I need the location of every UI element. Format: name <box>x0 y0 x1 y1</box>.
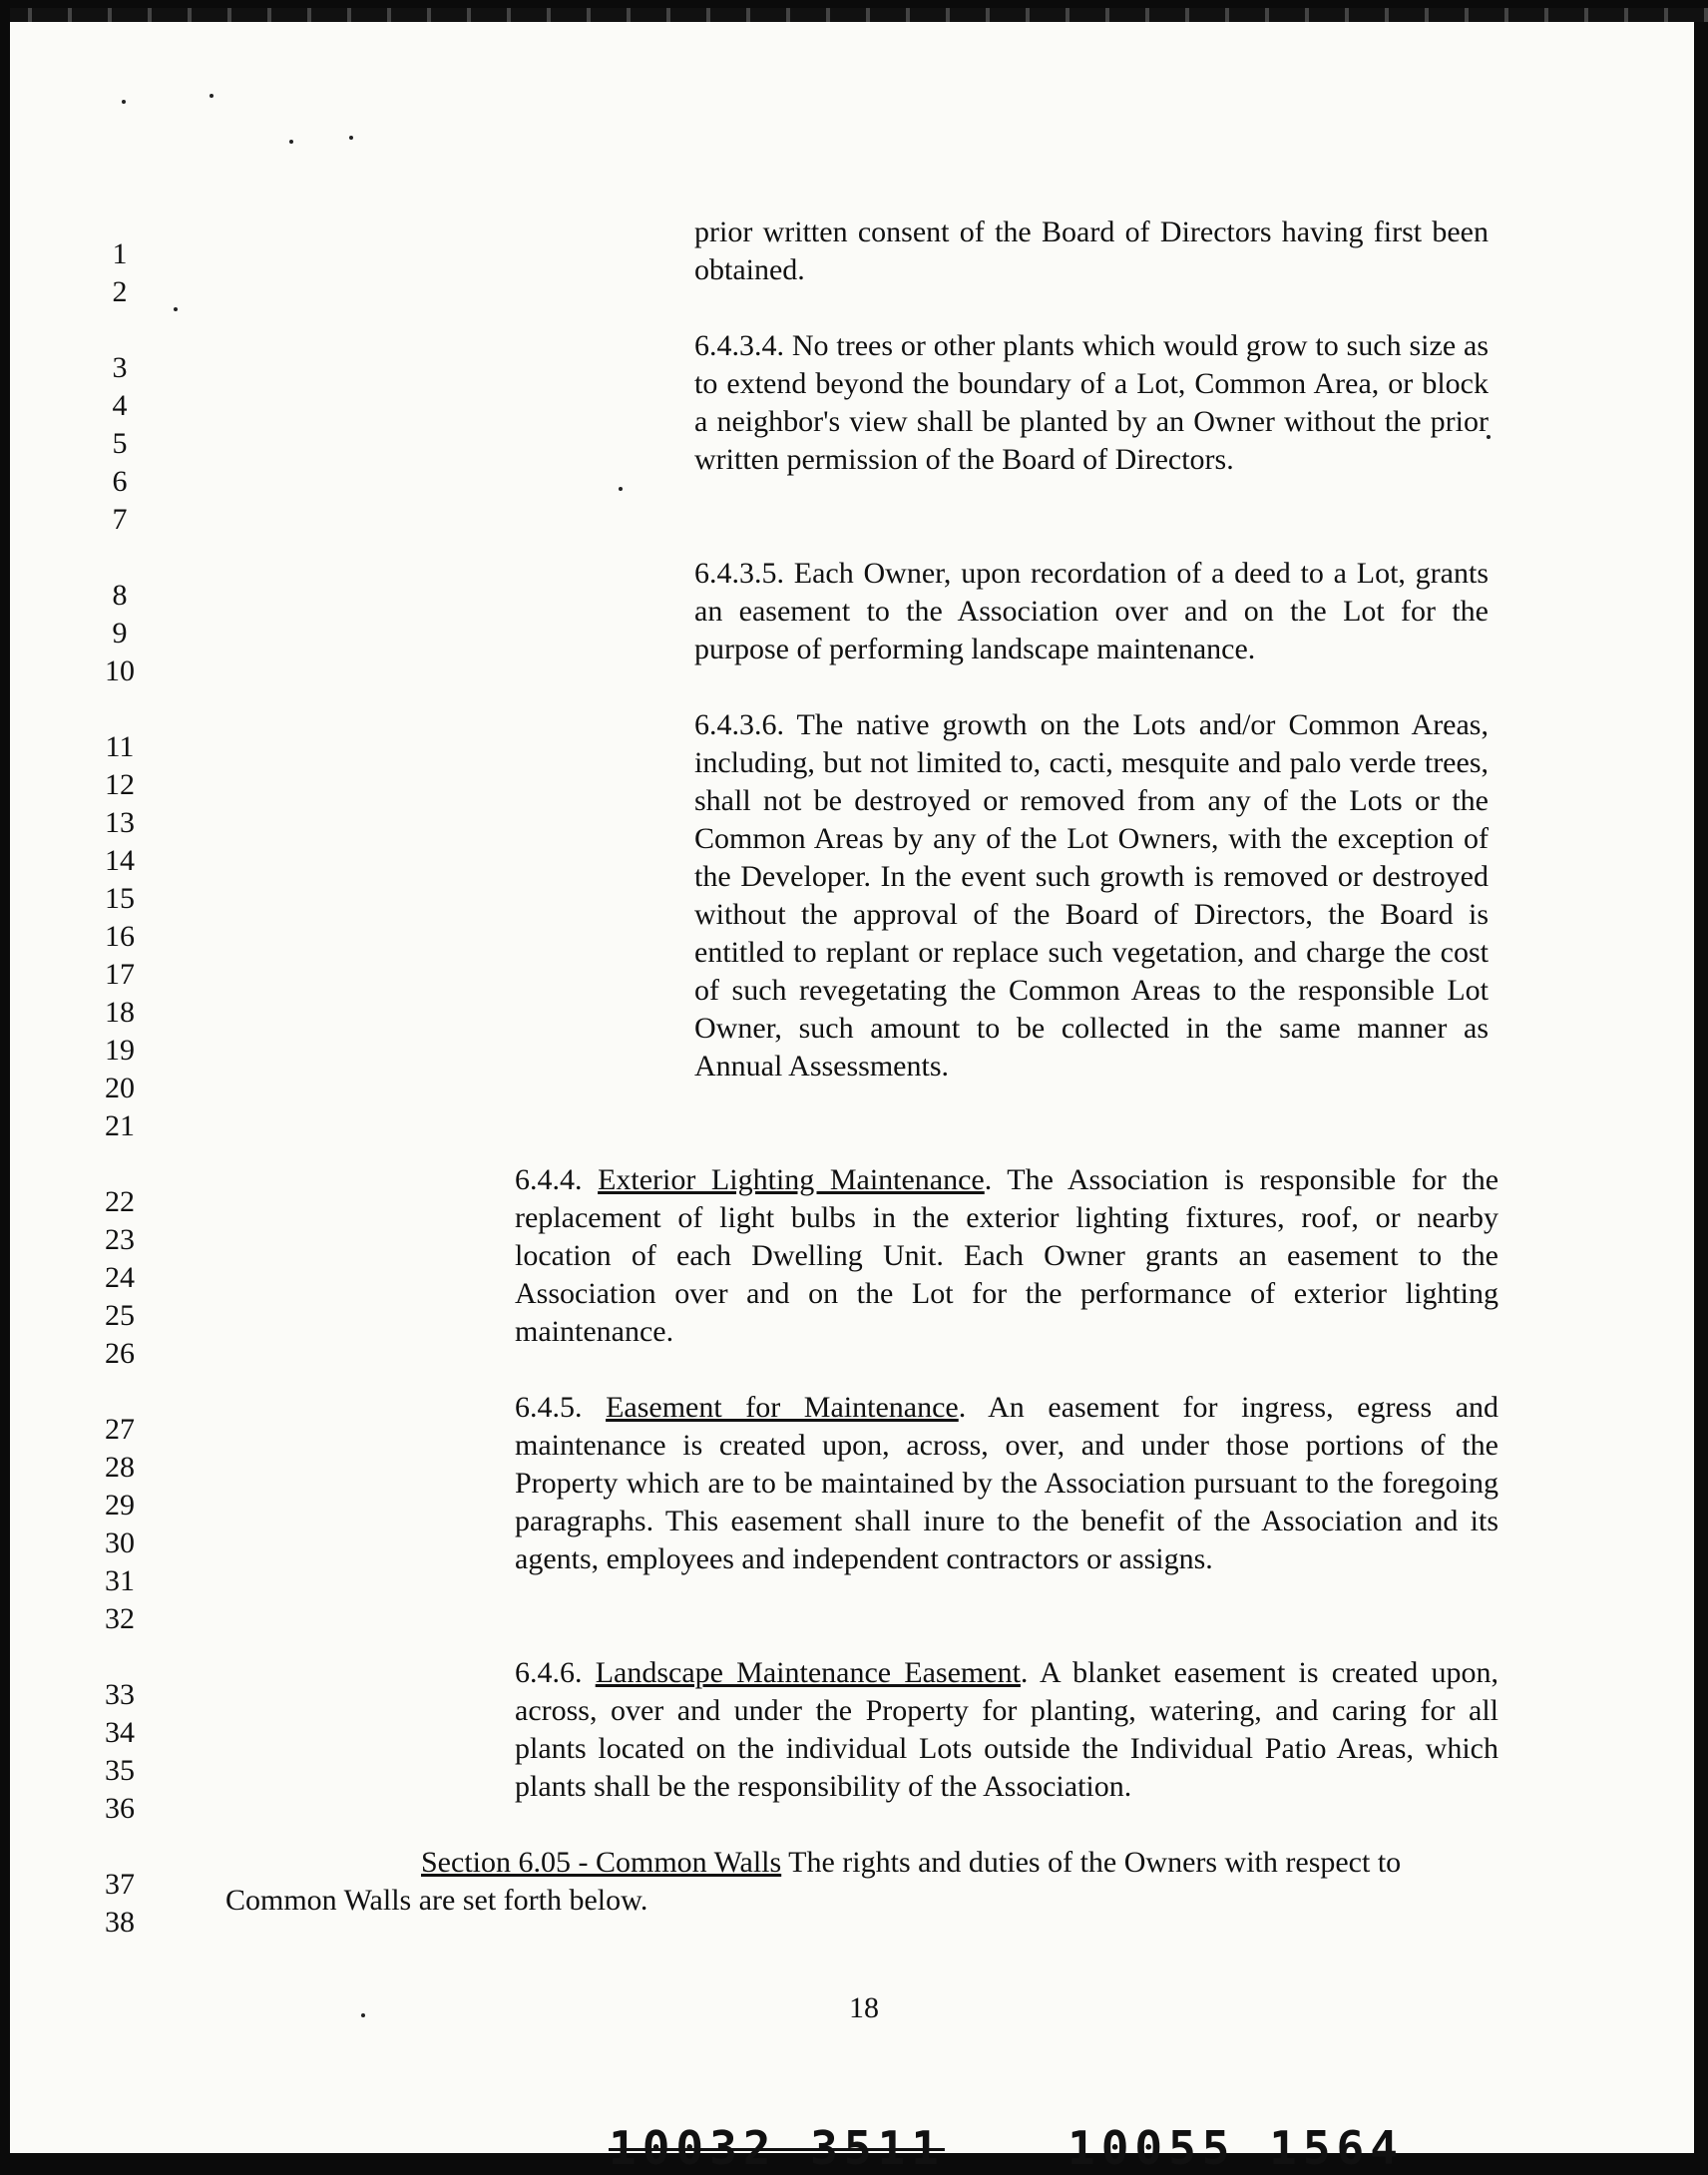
paragraph-text: 6.4.3.5. Each Owner, upon recordation of a deed to a Lot, grants an easement to the Association over and on the Lot for the purpose of performing landscape maintenance. <box>694 557 1489 665</box>
line-number: 19 <box>105 1034 135 1067</box>
line-number: 20 <box>105 1072 135 1104</box>
line-number: 28 <box>105 1451 135 1484</box>
section-text: The rights and duties of the Owners with respect to Common Walls are set forth below. <box>225 1846 1402 1917</box>
line-number: 35 <box>105 1754 135 1787</box>
line-number: 16 <box>105 920 135 953</box>
paragraph-6-4-3-5 <box>694 555 1489 668</box>
line-number: 27 <box>105 1413 135 1446</box>
section-title: Easement for Maintenance <box>606 1391 959 1424</box>
paragraph-6-4-3-6 <box>694 706 1489 1086</box>
line-number: 14 <box>105 844 135 877</box>
line-number: 8 <box>112 579 128 612</box>
recording-stamp-old: 10032 3511 <box>609 2121 945 2175</box>
line-number: 24 <box>105 1261 135 1294</box>
line-number: 32 <box>105 1602 135 1635</box>
line-number: 11 <box>105 730 135 763</box>
line-number: 1 <box>112 237 128 270</box>
line-number: 7 <box>112 503 128 536</box>
line-number: 22 <box>105 1185 135 1218</box>
section-number: 6.4.6. <box>515 1656 583 1689</box>
line-number: 21 <box>105 1109 135 1142</box>
line-number: 31 <box>105 1564 135 1597</box>
line-number: 17 <box>105 958 135 991</box>
section-text: . A blanket easement is created upon, across, over and under the Property for planting, watering, and caring for all plants located on the individual Lots outside the Individual Patio Areas, which plants shall be the responsibility of the Association. <box>515 1656 1498 1803</box>
section-6-4-4 <box>515 1161 1498 1351</box>
section-title: Landscape Maintenance Easement <box>595 1656 1021 1689</box>
line-number: 9 <box>112 617 128 650</box>
line-number: 18 <box>105 996 135 1029</box>
scan-speck <box>289 140 293 144</box>
section-6-4-5 <box>515 1389 1498 1578</box>
paragraph-continuation <box>694 214 1489 289</box>
line-number: 33 <box>105 1678 135 1711</box>
line-number: 10 <box>105 654 135 687</box>
line-number: 38 <box>105 1906 135 1939</box>
paragraph-6-4-3-4 <box>694 327 1489 479</box>
scan-edge <box>10 8 1708 22</box>
section-text: . The Association is responsible for the replacement of light bulbs in the exterior lighting fixtures, roof, or nearby location of each Dwelling Unit. Each Owner grants an easement to the Association over and on the Lot for the performance of exterior lighting maintenance. <box>515 1163 1499 1348</box>
section-number: 6.4.4. <box>515 1163 583 1196</box>
scan-speck <box>349 136 353 140</box>
line-number: 37 <box>105 1868 135 1901</box>
line-number: 2 <box>112 275 128 308</box>
line-number: 26 <box>105 1337 135 1370</box>
scan-speck <box>122 100 126 104</box>
line-number: 13 <box>105 806 135 839</box>
paragraph-text: 6.4.3.6. The native growth on the Lots and/or Common Areas, including, but not limited to, cacti, mesquite and palo verde trees, shall not be destroyed or removed from any of the Lots or the Common Areas by any of the Lot Owners, with the exception of the Developer. In the event such growth is removed or destroyed without the approval of the Board of Directors, the Board is entitled to replant or replace such vegetation, and charge the cost of such revegetating the Common Areas to the responsible Lot Owner, such amount to be collected in the same manner as Annual Assessments. <box>694 708 1489 1083</box>
scan-speck <box>174 307 178 311</box>
line-number: 3 <box>112 351 128 384</box>
line-number: 23 <box>105 1223 135 1256</box>
line-number: 4 <box>112 389 128 422</box>
line-number: 29 <box>105 1489 135 1522</box>
paragraph-text: prior written consent of the Board of Directors having first been obtained. <box>694 216 1489 286</box>
document-page <box>10 8 1694 2175</box>
section-title: Exterior Lighting Maintenance <box>598 1163 985 1196</box>
line-number: 30 <box>105 1526 135 1559</box>
page-number: 18 <box>849 1991 879 2024</box>
line-number: 34 <box>105 1716 135 1749</box>
scan-speck <box>210 94 214 98</box>
scan-speck <box>619 487 623 491</box>
paragraph-text: 6.4.3.4. No trees or other plants which would grow to such size as to extend beyond the boundary of a Lot, Common Area, or block a neighbor's view shall be planted by an Owner without the prior written permission of the Board of Directors. <box>694 329 1489 476</box>
line-number: 25 <box>105 1299 135 1332</box>
section-title: Section 6.05 - Common Walls <box>421 1846 782 1879</box>
line-number: 15 <box>105 882 135 915</box>
line-number: 36 <box>105 1792 135 1825</box>
section-number: 6.4.5. <box>515 1391 583 1424</box>
line-number: 5 <box>112 427 128 460</box>
section-text: . An easement for ingress, egress and maintenance is created upon, across, over, and under those portions of the Property which are to be maintained by the Association pursuant to the foregoing paragraphs. This easement shall inure to the benefit of the Association and its agents, employees and independent contractors or assigns. <box>515 1391 1499 1575</box>
recording-stamp-new: 10055 1564 <box>1068 2121 1404 2175</box>
line-number: 6 <box>112 465 128 498</box>
section-6-4-6 <box>515 1654 1498 1806</box>
section-6-05 <box>225 1844 1506 1920</box>
line-number: 12 <box>105 768 135 801</box>
